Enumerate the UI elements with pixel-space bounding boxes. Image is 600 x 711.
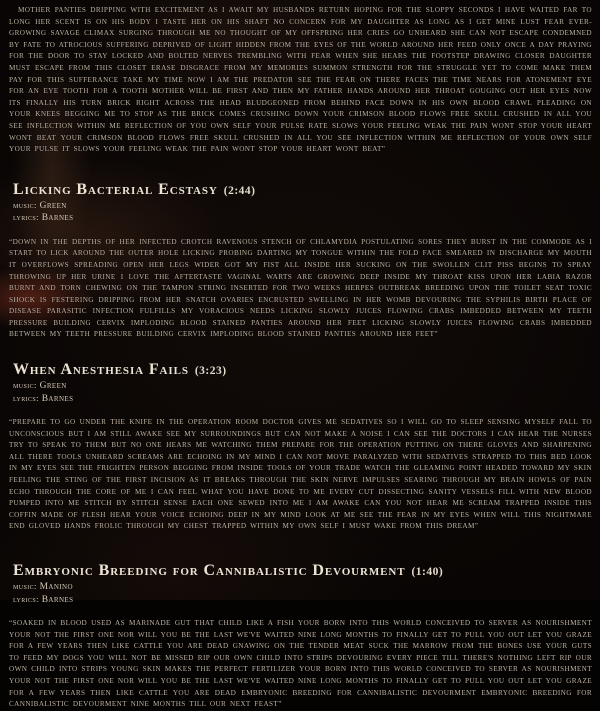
music-credit-value: Manino (39, 582, 73, 592)
credit-music (13, 380, 592, 393)
credit-lyrics (13, 594, 592, 607)
music-label: music: (13, 581, 37, 591)
credit-music (13, 581, 592, 594)
lyrics-label: lyrics: (13, 212, 39, 223)
song-duration: (1:40) (411, 566, 444, 578)
credit-music (13, 200, 592, 213)
credit-lyrics (13, 393, 592, 406)
song-duration: (2:44) (223, 184, 256, 197)
song-section-when-anesthesia-fails (9, 361, 592, 533)
song-title: When Anesthesia Fails (13, 361, 189, 379)
song-title-row (13, 361, 592, 380)
music-credit-value: Green (39, 200, 67, 211)
music-credit-value: Green (39, 381, 67, 392)
credit-lyrics (13, 212, 592, 225)
lyrics-label: lyrics: (13, 392, 39, 403)
lyrics-label: lyrics: (13, 593, 39, 604)
song-lyrics-text: “DOWN IN THE DEPTHS OF HER INFECTED CROTCH RAVENOUS STENCH OF CHLAMYDIA POSTULATING SORES THEY BURST IN THE COMMODE AS I START TO LICK AROUND THE OUTER HOLE LICKING PROBING DARTING MY TONGUE WITHIN THE FOLD FACE SMEARED IN DISCHARGE MY MOUTH IT OVERFLOWS SPREADING OPEN HER LEGS WIDER GOT MY FIST ALL INSIDE HER SUCKING ON THE SWOLLEN CLIT PISS BEGINS TO SPRAY THROWING UP HER URINE I LOVE THE AFTERTASTE VAGINAL WARTS ARE GROWING DEEP INSIDE MY THROAT KISS UPON HER LABIA RAZOR BURNT AND TORN CHEWING ON THE TAMPON STRING INSERTED FOR TWO WEEKS HERPES OUTBREAK BREEDING UPON THE TOILET SEAT TOXIC SHOCK IS FESTERING DRIPPING FROM HER SNATCH OVARIES ENCRUSTED SWELLING IN HER WOMB DEVOURING THE SYPHILIS BIRTH PLACE OF DISEASE PARASITIC INFECTION FULFILLS MY VORACIOUS NEEDS LICKING SLOWLY JUICES FLOWING CRABS IMBEDDED BETWEEN MY TEETH PRESSURE BUILDING CERVIX IMPLODING BLOOD STAINED PANTIES AROUND HER FEET LICKING SLOWLY JUICES FLOWING CRABS IMBEDDED BETWEEN MY TEETH PRESSURE BUILDING CERVIX IMPLODING BLOOD STAINED PANTIES AROUND HER FEET” (9, 237, 592, 339)
lyrics-credit-value: Barnes (41, 393, 74, 404)
song-section-licking-bacterial-ecstasy (9, 180, 592, 341)
song-title: Licking Bacterial Ecstasy (13, 180, 218, 198)
lyrics-credit-value: Barnes (41, 594, 74, 605)
song-title: Embryonic Breeding for Cannibalistic Devourment (13, 562, 406, 579)
lyrics-credit-value: Barnes (41, 213, 74, 224)
song-lyrics-text: “PREPARE TO GO UNDER THE KNIFE IN THE OPERATION ROOM DOCTOR GIVES ME SEDATIVES SO I WILL GO TO SLEEP SENSING MYSELF FALL TO UNCONSCIOUS BUT I AM STILL AWAKE SEE MY SURROUNDINGS BUT CAN NOT MAKE A NOISE I CAN SEE THE DOCTORS I CAN HEAR THE NURSES TRY TO SPEAK TO THEM BUT NO ONE HEARS ME WATCHING THEM PREPARE FOR THE OPERATION PUTTING ON THERE GLOVES AND SHARPENING ALL THERE TOOLS UNHEARD SCREAMS ARE ECHOING IN MY MIND I CAN NOT MOVE PARALYZED WITH SEDATIVES STRAPPED TO THIS BED LOOK IN MY EYES SEE THE FRIGHTEN PERSON BEGGING FROM INSIDE TOOLS OF YOUR TRADE WATCH THE GLEAMING POINT HEADED TOWARD MY SKIN FEELING THE STING OF THE FIRST INCISION AS IT BREAKS THROUGH THE SKIN NERVE IMPULSES SEARING THROUGH MY BRAIN HOWLS OF PAIN ECHO THROUGH THE CORE OF ME I CAN FEEL WHAT YOU HAVE DONE TO ME EVERY CUT DISSECTING SANITY VESSELS FILL WITH NEW BLOOD PUMPED INTO ME STITCH BY STITCH SENSE EACH ONE SEWED INTO ME I AM AWAKE CAN YOU NOT HEAR ME SCREAM TRAPPED INSIDE THIS COFFIN MADE OF FLESH HEAR YOUR VOICE ECHOING DEEP IN MY MIND LOOK AT ME SEE THE FEAR IN MY EYES WHEN WILL THIS NIGHTMARE END GLOVED HANDS FROLIC THROUGH MY CHEST TRAPPED WITHIN MY OWN SELF I MUST WAKE FROM THIS DREAM” (9, 418, 592, 531)
music-label: music: (13, 380, 37, 391)
song-lyrics-text: “SOAKED IN BLOOD USED AS MARINADE GUT THAT CHILD LIKE A FISH YOUR BORN INTO THIS WORLD CONCEIVED TO SERVER AS NOURISHMENT YOUR NOT THE FIRST ONE NOR WILL YOU BE THE LAST WE'VE WAITED NINE LONG MONTHS TO FINALLY GET TO PULL YOU OUT LET YOU GRAZE FOR A FEW YEARS THEN LIKE CATTLE YOU ARE DEAD GNAWING ON THE TENDER MEAT SUCK THE MARROW FROM THE BONES USE YOUR GUTS TO FEED MY DOGS YOU WILL NOT BE MISSED RIP OUR OWN CHILD INTO STRIPS DEVOURING EVERY PIECE TILL THERE'S NOTHING LEFT RIP OUR OWN CHILD INTO STRIPS YOUNG SKIN MAKES THE PERFECT FERTILIZER YOUR BORN INTO THIS WORLD CONCEIVED TO SERVER AS NOURISHMENT YOUR NOT THE FIRST ONE NOR WILL YOU BE THE LAST WE'VE WAITED NINE LONG MONTHS TO FINALLY GET TO PULL YOU OUT LET YOU GRAZE FOR A FEW YEARS THEN LIKE CATTLE YOU ARE DEAD EMBRYONIC BREEDING FOR CANNIBALISTIC DEVOURMENT EMBRYONIC BREEDING FOR CANNIBALISTIC DEVOURMENT NINE MONTHS TILL OUR NEXT FEAST” (9, 619, 592, 709)
song-duration: (3:23) (194, 365, 227, 378)
song-section-embryonic-breeding (9, 562, 592, 711)
song-title-row (13, 181, 592, 200)
intro-lyrics-continuation: MOTHER PANTIES DRIPPING WITH EXCITEMENT AS I AWAIT MY HUSBANDS RETURN HOPING FOR THE SLOPPY SECONDS I HAVE WAITED FAR TO LONG HER SCENT IS ON HIS BODY I TASTE HER ON HIS SHAFT NO CONCERN FOR MY DAUGHTER AS LONG AS I GET MINE LUST FEAR EVER-GROWING SAVAGE CLIMAX SURGING THROUGH ME NO THOUGHT OF MY OFFSPRING HER CRIES GO UNHEARD SHE CAN NOT ESCAPE CONDEMNED BY FATE TO ATROCIOUS SUFFERING DEPRIVED OF LIGHT HIDDEN FROM THE EYES OF THE WORLD AROUND HER FEED ONLY ONCE A DAY PRAYING FOR THE DOOR TO STAY LOCKED AND BOLTED NERVES TREMBLING WITH FEAR WHEN SHE HEARS THE FOOTSTEP DRAWING CLOSER DAUGHTER MUST ESCAPE FROM THIS CLOSET ERASE DISGRACE FROM MY MEMORIES SUMMON STRENGTH FOR THE STRUGGLE YET TO COME MAKE THEM PAY FOR THIS SUFFERANCE TAKE MY TIME NOW I AM THE PREDATOR SEE THE FEAR ON THERE FACES THE TIME NEARS FOR ATONEMENT EYE FOR AN EYE TOOTH FOR A TOOTH MOTHER WILL BE FIRST AND THEN MY FATHER HANDS AROUND HER THROAT GOUGING OUT HER EYES NOW ITS FINALLY HIS TURN BRICK RIGHT ACROSS THE HEAD BLUDGEONED FROM BEHIND FACE DOWN IN HIS OWN BLOOD CRAWL PLEADING ON YOUR KNEES BEGGING ME TO STOP AS THE BRICK COMES CRUSHING DOWN YOUR CRIMSON BLOOD FLOWS FREE SKULL CRUSHED IN ALL YOU SEE INFLECTION WITHIN ME REFLECTION OF YOU OWN SELF YOUR PULSE RATE SLOWS YOUR FEELING WEAK THE PAIN WONT STOP YOUR HEART WONT BEAT YOUR CRIMSON BLOOD FLOWS FREE SKULL CRUSHED IN ALL YOU SEE INFLECTION WITHIN ME REFLECTION OF YOUR OWN SELF YOUR PULSE IT SLOWS YOUR FEELING WEAK THE PAIN WONT STOP YOUR HEART WONT BEAT” (9, 6, 592, 154)
song-title-row (13, 562, 592, 581)
music-label: music: (13, 199, 37, 210)
